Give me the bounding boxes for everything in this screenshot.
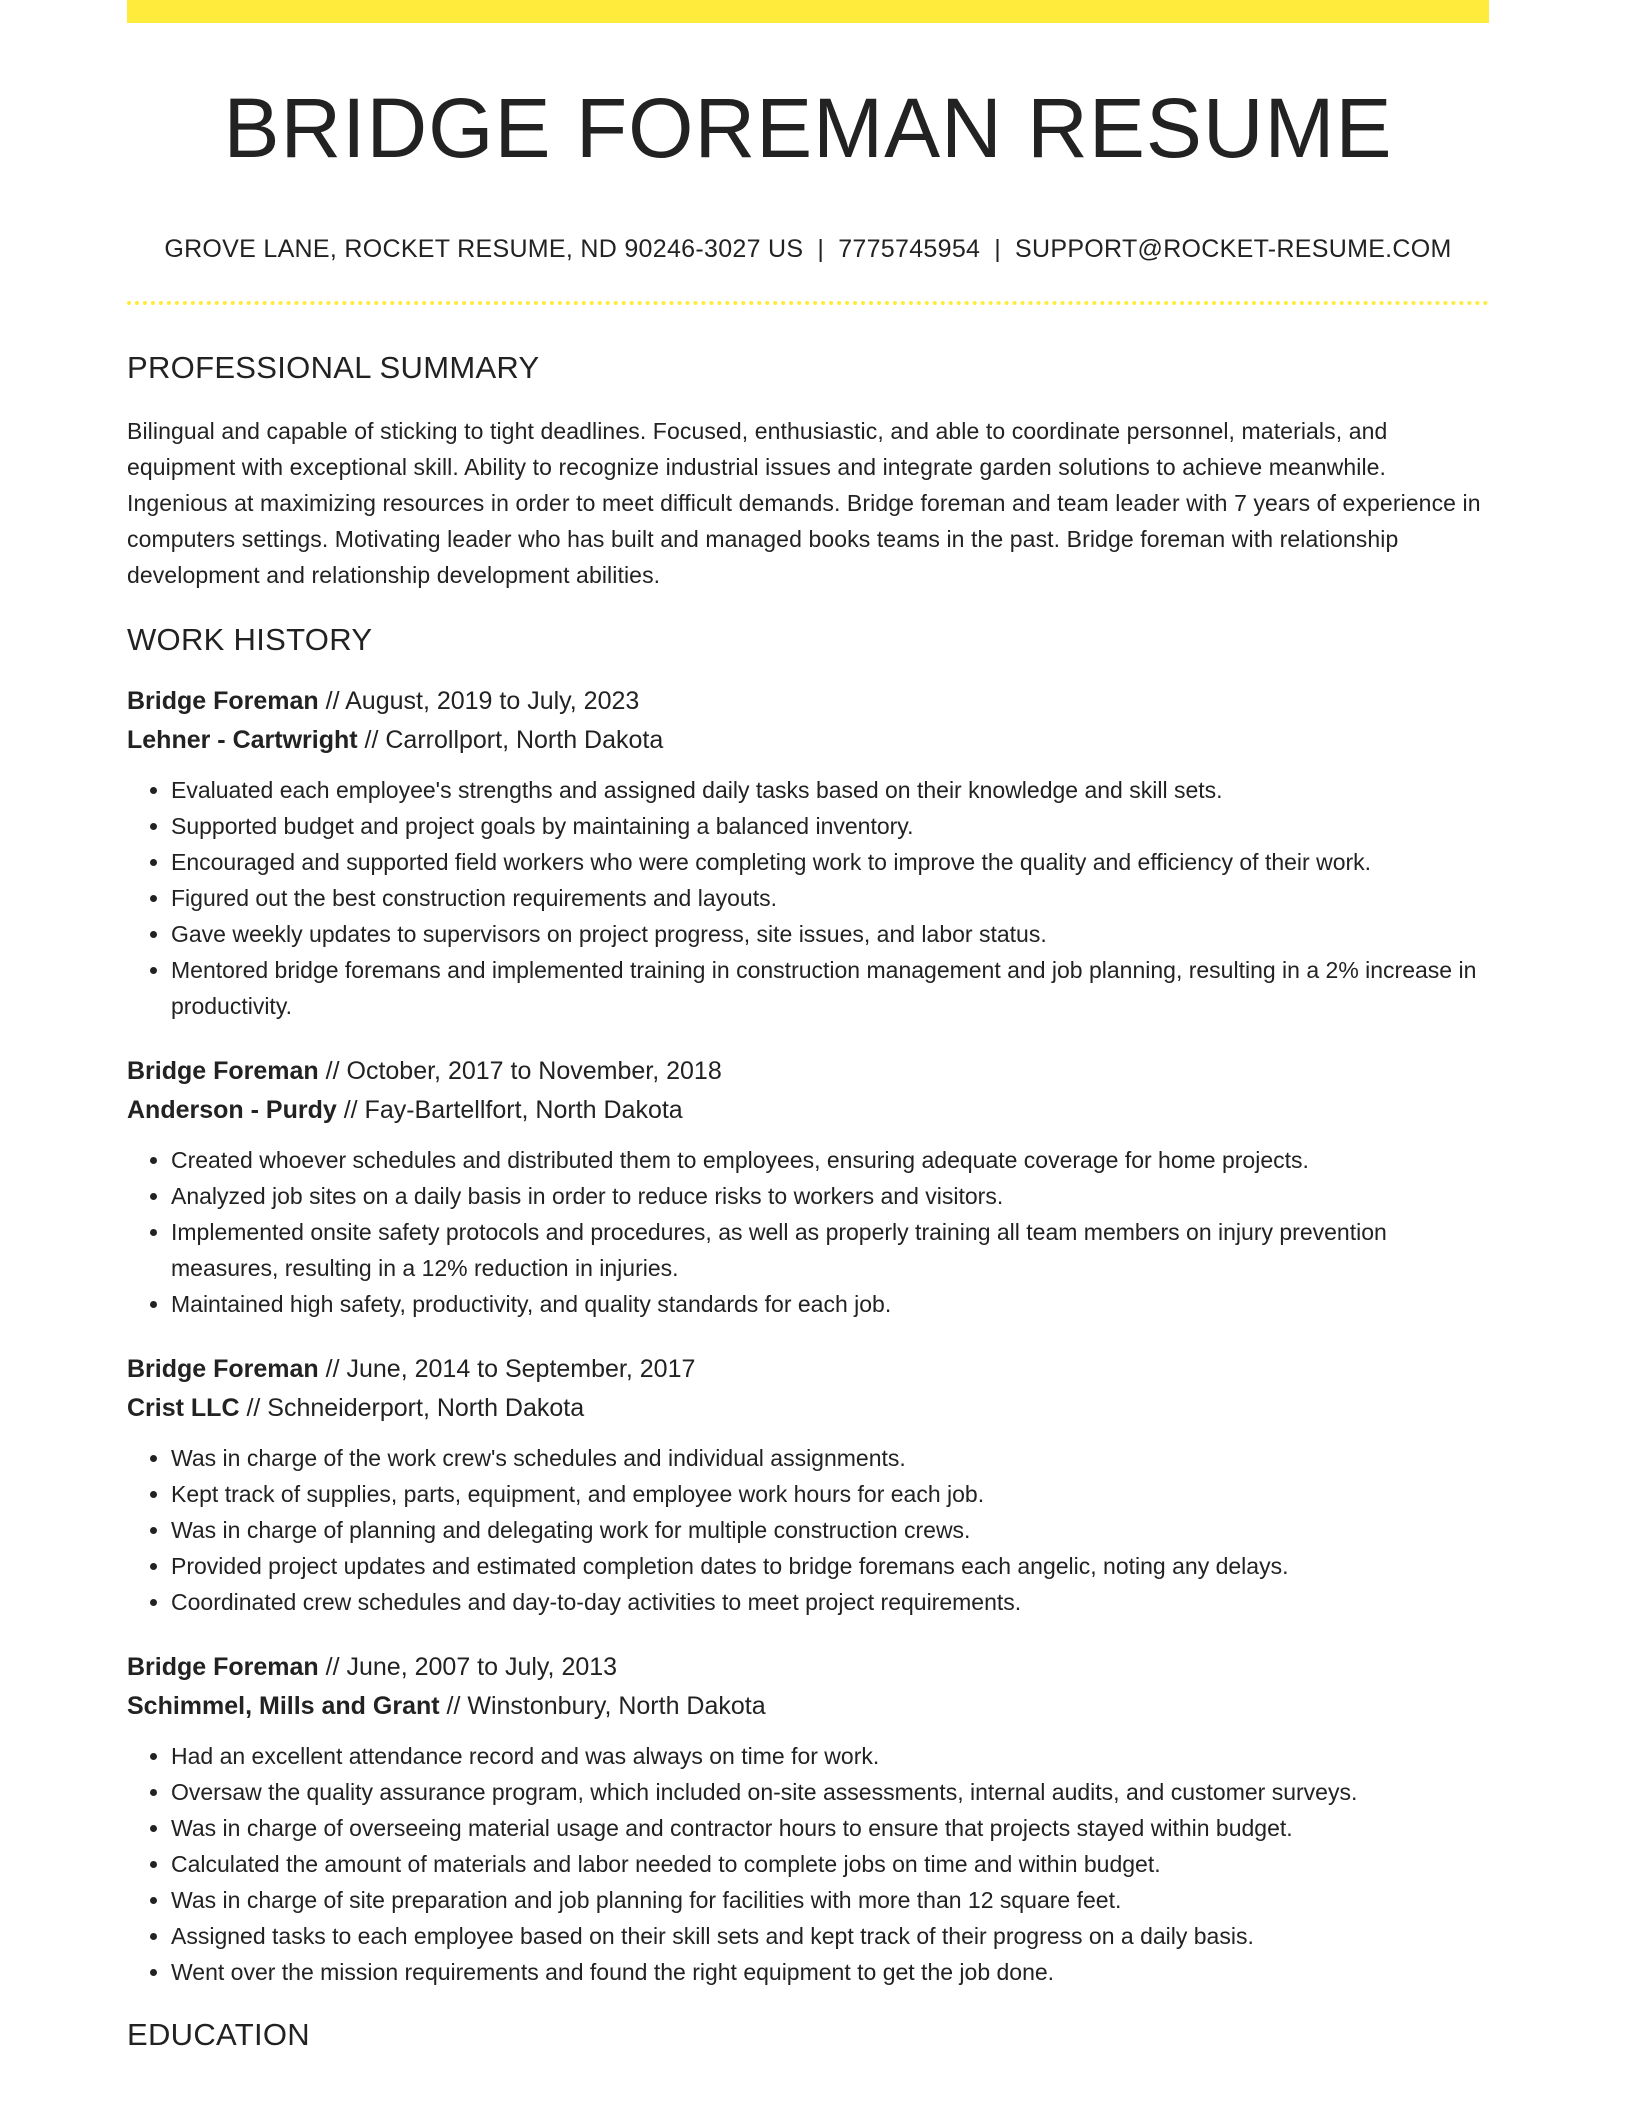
- job-entry: [127, 1052, 1489, 1322]
- job-bullet: • Mentored bridge foremans and implemented training in construction management and job planning, resulting in a 2% increase in productivity.: [171, 952, 1489, 1024]
- job-bullet: • Maintained high safety, productivity, and quality standards for each job.: [171, 1286, 1489, 1322]
- job-delimiter: //: [336, 1095, 365, 1124]
- job-bullets: [127, 772, 1489, 1024]
- resume-title: BRIDGE FOREMAN RESUME: [223, 81, 1393, 175]
- contact-address: GROVE LANE, ROCKET RESUME, ND 90246-3027 US: [164, 235, 804, 264]
- job-dates: June, 2014 to September, 2017: [346, 1354, 696, 1383]
- contact-separator: |: [994, 235, 1002, 264]
- job-delimiter: //: [439, 1691, 468, 1720]
- job-delimiter: //: [318, 686, 346, 715]
- job-company-line: [127, 1687, 1489, 1726]
- job-dates: June, 2007 to July, 2013: [346, 1652, 618, 1681]
- job-location: Schneiderport, North Dakota: [267, 1393, 585, 1422]
- job-company: Anderson - Purdy: [127, 1095, 337, 1124]
- job-delimiter: //: [318, 1056, 347, 1085]
- job-bullet: • Encouraged and supported field workers who were completing work to improve the quality and efficiency of their work.: [171, 844, 1489, 880]
- job-company: Schimmel, Mills and Grant: [127, 1691, 440, 1720]
- job-bullet: • Supported budget and project goals by maintaining a balanced inventory.: [171, 808, 1489, 844]
- education-heading: EDUCATION: [127, 2016, 310, 2052]
- contact-email: SUPPORT@ROCKET-RESUME.COM: [1015, 235, 1452, 264]
- job-company: Crist LLC: [127, 1393, 240, 1422]
- job-entry: [127, 682, 1489, 1024]
- job-company: Lehner - Cartwright: [127, 725, 358, 754]
- job-bullet: • Was in charge of overseeing material usage and contractor hours to ensure that projects stayed within budget.: [171, 1810, 1489, 1846]
- job-delimiter: //: [357, 725, 386, 754]
- work-history-heading: WORK HISTORY: [127, 621, 373, 657]
- job-bullet: • Figured out the best construction requirements and layouts.: [171, 880, 1489, 916]
- work-history-list: [127, 682, 1489, 1990]
- job-title-line: [127, 1052, 1489, 1091]
- job-bullet: • Was in charge of planning and delegating work for multiple construction crews.: [171, 1512, 1489, 1548]
- job-bullets: [127, 1738, 1489, 1990]
- summary-text: Bilingual and capable of sticking to tight deadlines. Focused, enthusiastic, and able to coordinate personnel, materials, and equipment with exceptional skill. Ability to recognize industrial issues and integrate garden solutions to achieve meanwhile. Ingenious at maximizing resources in order to meet difficult demands. Bridge foreman and team leader with 7 years of experience in computers settings. Motivating leader who has built and managed books teams in the past. Bridge foreman with relationship development and relationship development abilities.: [127, 417, 1481, 588]
- job-bullet: • Assigned tasks to each employee based on their skill sets and kept track of their progress on a daily basis.: [171, 1918, 1489, 1954]
- contact-line: [127, 234, 1489, 264]
- job-location: Carrollport, North Dakota: [385, 725, 664, 754]
- job-bullet: • Went over the mission requirements and found the right equipment to get the job done.: [171, 1954, 1489, 1990]
- job-title: Bridge Foreman: [127, 1652, 319, 1681]
- job-bullet: • Coordinated crew schedules and day-to-day activities to meet project requirements.: [171, 1584, 1489, 1620]
- job-bullet: • Created whoever schedules and distributed them to employees, ensuring adequate coverage for home projects.: [171, 1142, 1489, 1178]
- job-title: Bridge Foreman: [127, 686, 319, 715]
- job-title-line: [127, 682, 1489, 721]
- job-bullet: • Analyzed job sites on a daily basis in order to reduce risks to workers and visitors.: [171, 1178, 1489, 1214]
- job-delimiter: //: [239, 1393, 268, 1422]
- job-bullet: • Gave weekly updates to supervisors on project progress, site issues, and labor status.: [171, 916, 1489, 952]
- job-dates: October, 2017 to November, 2018: [346, 1056, 722, 1085]
- job-title-line: [127, 1648, 1489, 1687]
- job-company-line: [127, 1091, 1489, 1130]
- contact-separator: |: [817, 235, 825, 264]
- job-bullet: • Provided project updates and estimated completion dates to bridge foremans each angelic, noting any delays.: [171, 1548, 1489, 1584]
- job-bullet: • Implemented onsite safety protocols and procedures, as well as properly training all team members on injury prevention measures, resulting in a 12% reduction in injuries.: [171, 1214, 1489, 1286]
- job-title: Bridge Foreman: [127, 1056, 319, 1085]
- job-location: Winstonbury, North Dakota: [467, 1691, 766, 1720]
- job-bullet: • Had an excellent attendance record and was always on time for work.: [171, 1738, 1489, 1774]
- job-bullet: • Was in charge of the work crew's schedules and individual assignments.: [171, 1440, 1489, 1476]
- job-bullet: • Evaluated each employee's strengths and assigned daily tasks based on their knowledge and skill sets.: [171, 772, 1489, 808]
- job-entry: [127, 1350, 1489, 1620]
- resume-page: [127, 0, 1489, 2053]
- job-dates: August, 2019 to July, 2023: [345, 686, 640, 715]
- job-bullet: • Calculated the amount of materials and labor needed to complete jobs on time and within budget.: [171, 1846, 1489, 1882]
- job-bullets: [127, 1142, 1489, 1322]
- job-company-line: [127, 1389, 1489, 1428]
- job-delimiter: //: [318, 1354, 347, 1383]
- job-bullets: [127, 1440, 1489, 1620]
- job-entry: [127, 1648, 1489, 1990]
- job-bullet: • Kept track of supplies, parts, equipment, and employee work hours for each job.: [171, 1476, 1489, 1512]
- job-location: Fay-Bartellfort, North Dakota: [364, 1095, 683, 1124]
- contact-phone: 7775745954: [838, 235, 981, 264]
- job-company-line: [127, 721, 1489, 760]
- job-title: Bridge Foreman: [127, 1354, 319, 1383]
- job-title-line: [127, 1350, 1489, 1389]
- dotted-divider: [127, 301, 1489, 305]
- summary-heading: PROFESSIONAL SUMMARY: [127, 350, 540, 386]
- job-bullet: • Oversaw the quality assurance program, which included on-site assessments, internal audits, and customer surveys.: [171, 1774, 1489, 1810]
- job-delimiter: //: [318, 1652, 347, 1681]
- job-bullet: • Was in charge of site preparation and job planning for facilities with more than 12 square feet.: [171, 1882, 1489, 1918]
